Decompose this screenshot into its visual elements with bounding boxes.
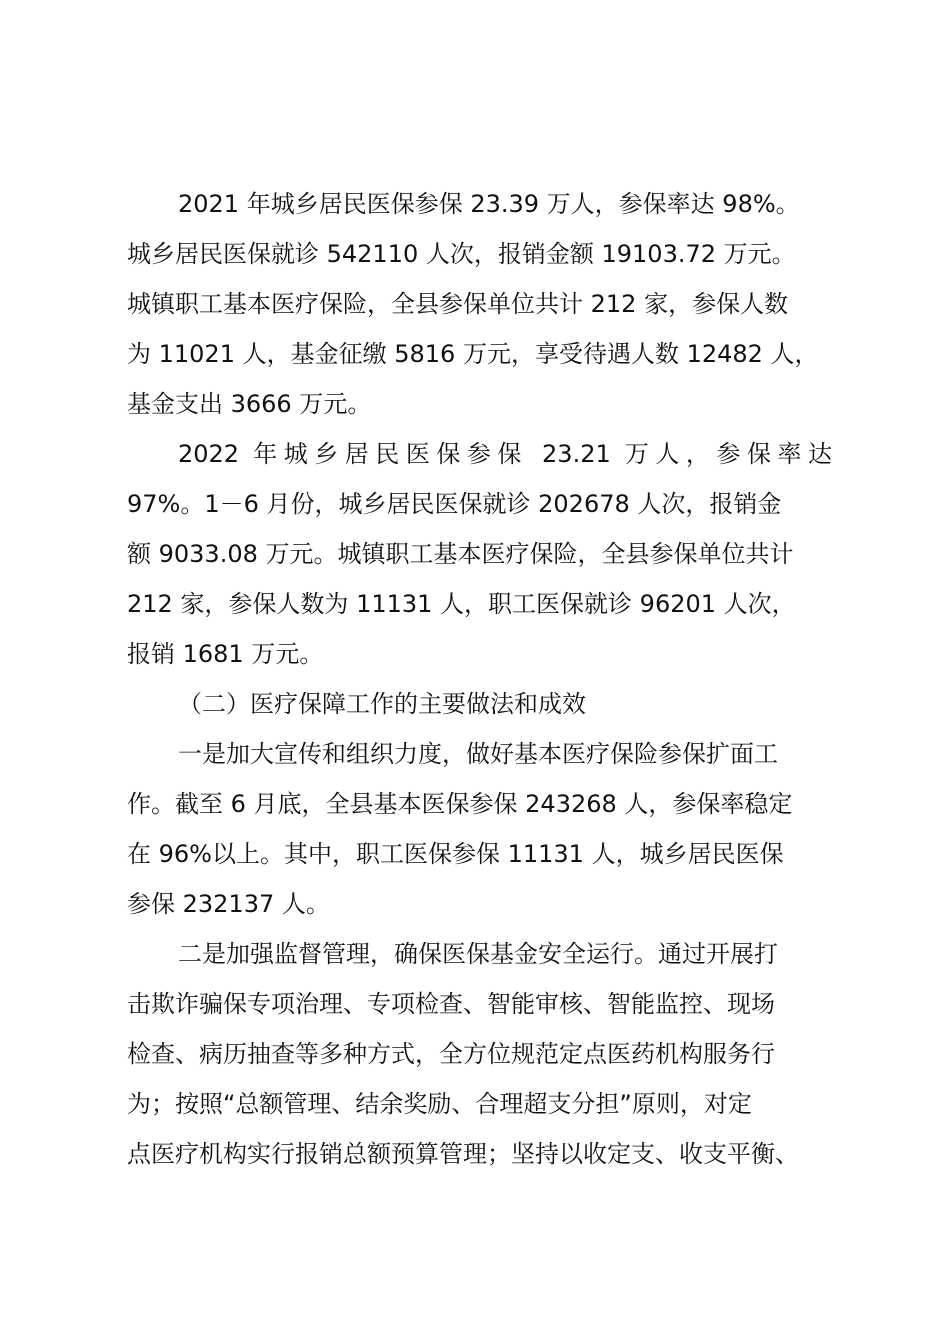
text-line: 城乡居民医保就诊 542110 人次，报销金额 19103.72 万元。: [127, 240, 796, 268]
text-line: 为 11021 人，基金征缴 5816 万元，享受待遇人数 12482 人，: [127, 340, 819, 368]
text-line: 报销 1681 万元。: [127, 640, 324, 668]
text-line: 二是加强监督管理，确保医保基金安全运行。通过开展打: [178, 940, 778, 968]
text-line: 2022 年城乡居民医保参保 23.21 万人，参保率达: [178, 440, 832, 468]
text-line: 作。截至 6 月底，全县基本医保参保 243268 人，参保率稳定: [127, 790, 793, 818]
text-line: 额 9033.08 万元。城镇职工基本医疗保险，全县参保单位共计: [127, 540, 794, 568]
text-line: 97%。1－6 月份，城乡居民医保就诊 202678 人次，报销金: [127, 490, 782, 518]
section-heading: （二）医疗保障工作的主要做法和成效: [178, 690, 586, 718]
text-line: 参保 232137 人。: [127, 890, 330, 918]
text-line: 点医疗机构实行报销总额预算管理；坚持以收定支、收支平衡、: [127, 1140, 799, 1168]
text-line: 检查、病历抽查等多种方式，全方位规范定点医药机构服务行: [127, 1040, 775, 1068]
text-line: 2021 年城乡居民医保参保 23.39 万人，参保率达 98%。: [178, 190, 800, 218]
text-line: 城镇职工基本医疗保险，全县参保单位共计 212 家，参保人数: [127, 290, 789, 318]
text-line: 在 96%以上。其中，职工医保参保 11131 人，城乡居民医保: [127, 840, 784, 868]
text-line: 为；按照“总额管理、结余奖励、合理超支分担”原则，对定: [127, 1090, 752, 1118]
text-line: 基金支出 3666 万元。: [127, 390, 372, 418]
text-line: 击欺诈骗保专项治理、专项检查、智能审核、智能监控、现场: [127, 990, 775, 1018]
text-line: 一是加大宣传和组织力度，做好基本医疗保险参保扩面工: [178, 740, 778, 768]
text-line: 212 家，参保人数为 11131 人，职工医保就诊 96201 人次，: [127, 590, 796, 618]
